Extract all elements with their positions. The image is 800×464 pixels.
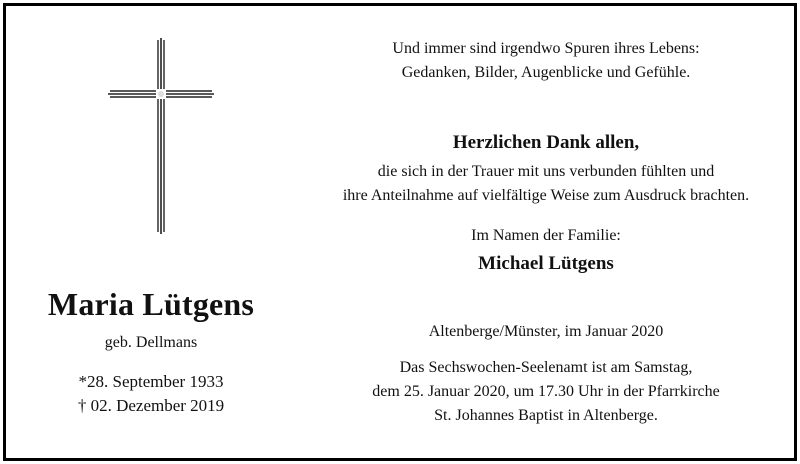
birth-date: *28. September 1933 bbox=[78, 372, 224, 391]
memorial-notice bbox=[316, 356, 776, 428]
obituary-card bbox=[3, 3, 797, 461]
cross-icon bbox=[106, 36, 216, 236]
thanks-heading: Herzlichen Dank allen, bbox=[452, 132, 640, 153]
left-column bbox=[6, 6, 296, 458]
thanks-line: ihre Anteilnahme auf vielfältige Weise zum Ausdruck brachten. bbox=[342, 187, 750, 204]
signer-name: Michael Lütgens bbox=[478, 253, 614, 274]
death-date: † 02. Dezember 2019 bbox=[77, 396, 225, 415]
thanks-line: die sich in der Trauer mit uns verbunden fühlten und bbox=[377, 163, 715, 180]
thanks-text bbox=[316, 160, 776, 208]
place-date: Altenberge/Münster, im Januar 2020 bbox=[428, 323, 664, 340]
birth-name: geb. Dellmans bbox=[104, 334, 198, 351]
quote-line: Gedanken, Bilder, Augenblicke und Gefühle. bbox=[401, 64, 691, 81]
deceased-name: Maria Lütgens bbox=[47, 286, 255, 322]
family-intro: Im Namen der Familie: bbox=[471, 227, 621, 244]
quote-line: Und immer sind irgendwo Spuren ihres Lebens: bbox=[392, 40, 700, 57]
notice-line: Das Sechswochen-Seelenamt ist am Samstag, bbox=[399, 359, 693, 376]
right-column bbox=[316, 6, 776, 458]
notice-line: dem 25. Januar 2020, um 17.30 Uhr in der Pfarrkirche bbox=[372, 383, 720, 400]
quote bbox=[316, 37, 776, 85]
life-dates bbox=[6, 370, 296, 418]
notice-line: St. Johannes Baptist in Altenberge. bbox=[434, 407, 658, 424]
